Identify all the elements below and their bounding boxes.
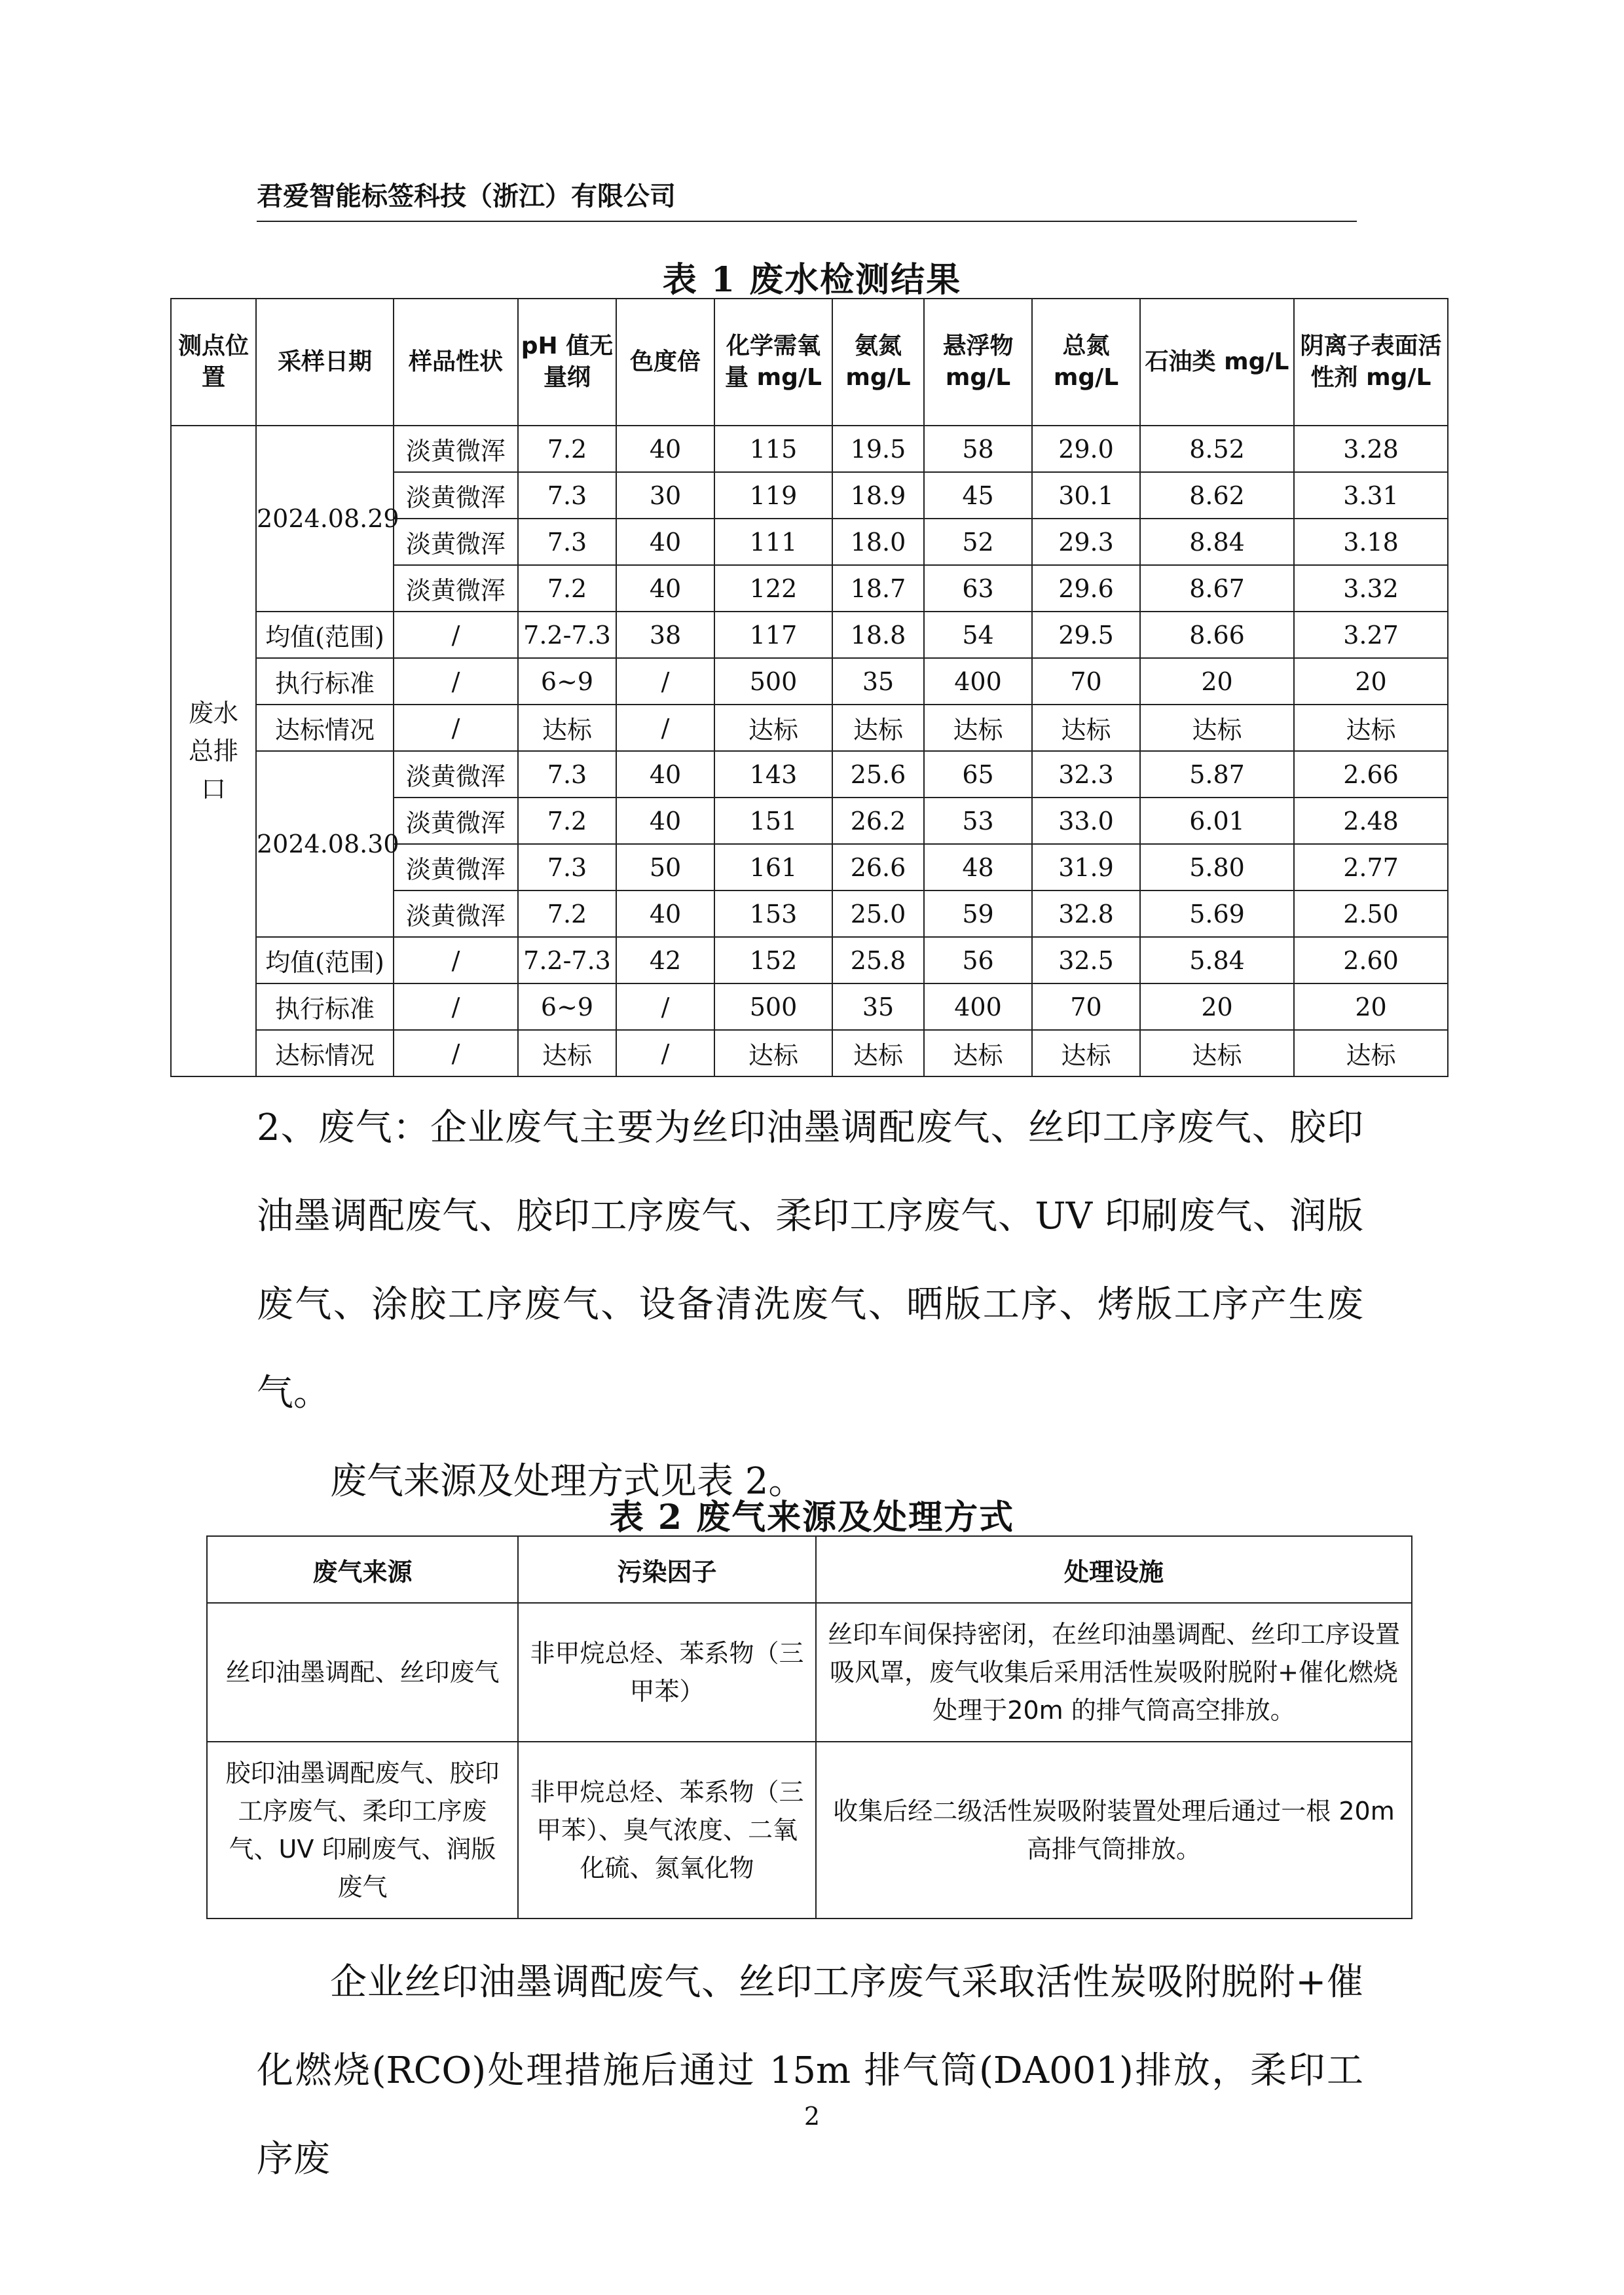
summary-cell: 6~9: [518, 983, 616, 1030]
summary-cell: /: [394, 612, 518, 658]
waste-gas-table: [206, 1535, 1412, 1919]
data-cell: 7.3: [518, 844, 616, 890]
data-cell: 59: [924, 890, 1032, 937]
location-cell: 废水总排口: [171, 426, 256, 1076]
summary-cell: 达标: [1294, 705, 1448, 751]
data-cell: 30: [616, 472, 714, 519]
summary-cell: /: [394, 705, 518, 751]
header-facility: 处理设施: [816, 1536, 1412, 1603]
summary-cell: 152: [714, 937, 832, 983]
summary-cell: /: [616, 983, 714, 1030]
data-cell: 153: [714, 890, 832, 937]
summary-cell: 达标: [832, 1030, 924, 1076]
data-cell: 122: [714, 565, 832, 612]
data-cell: 58: [924, 426, 1032, 472]
data-cell: 5.80: [1140, 844, 1294, 890]
header-location: 测点位置: [171, 299, 256, 426]
data-cell: 32.8: [1032, 890, 1140, 937]
data-cell: 2.48: [1294, 798, 1448, 844]
data-cell: 29.6: [1032, 565, 1140, 612]
summary-cell: 25.8: [832, 937, 924, 983]
data-cell: 19.5: [832, 426, 924, 472]
data-cell: 31.9: [1032, 844, 1140, 890]
summary-cell: 达标: [832, 705, 924, 751]
data-cell: 29.3: [1032, 519, 1140, 565]
data-cell: 52: [924, 519, 1032, 565]
paragraph-rco: 企业丝印油墨调配废气、丝印工序废气采取活性炭吸附脱附+催化燃烧(RCO)处理措施后通过 15m 排气筒(DA001)排放，柔印工序废: [257, 1961, 1363, 2180]
data-cell: 淡黄微浑: [394, 472, 518, 519]
data-cell: 151: [714, 798, 832, 844]
data-cell: 115: [714, 426, 832, 472]
header-color: 色度倍: [616, 299, 714, 426]
summary-row: [171, 1030, 1448, 1076]
summary-cell: 38: [616, 612, 714, 658]
data-cell: 淡黄微浑: [394, 751, 518, 798]
summary-cell: 达标: [518, 1030, 616, 1076]
data-cell: 33.0: [1032, 798, 1140, 844]
header-ammonia: 氨氮 mg/L: [832, 299, 924, 426]
summary-cell: 达标: [1032, 705, 1140, 751]
data-cell: 53: [924, 798, 1032, 844]
summary-cell: /: [616, 705, 714, 751]
header-pollutant: 污染因子: [518, 1536, 816, 1603]
summary-cell: 7.2-7.3: [518, 937, 616, 983]
data-cell: 40: [616, 519, 714, 565]
data-cell: 18.0: [832, 519, 924, 565]
data-cell: 2.50: [1294, 890, 1448, 937]
summary-cell: 20: [1140, 658, 1294, 705]
table2-header-row: [207, 1536, 1412, 1603]
pollutant-cell: 非甲烷总烃、苯系物（三甲苯）、臭气浓度、二氧化硫、氮氧化物: [518, 1742, 816, 1919]
summary-cell: 70: [1032, 983, 1140, 1030]
data-cell: 143: [714, 751, 832, 798]
summary-cell: /: [616, 658, 714, 705]
facility-cell: 丝印车间保持密闭，在丝印油墨调配、丝印工序设置吸风罩，废气收集后采用活性炭吸附脱附+催化燃烧处理于20m 的排气筒高空排放。: [816, 1603, 1412, 1742]
data-cell: 5.87: [1140, 751, 1294, 798]
data-cell: 18.7: [832, 565, 924, 612]
summary-row: [171, 937, 1448, 983]
data-cell: 111: [714, 519, 832, 565]
table1-caption: 表 1 废水检测结果: [662, 260, 962, 300]
wastewater-results-table: [170, 298, 1449, 1077]
data-cell: 淡黄微浑: [394, 426, 518, 472]
data-cell: 40: [616, 798, 714, 844]
summary-cell: 35: [832, 983, 924, 1030]
header-ph: pH 值无量纲: [518, 299, 616, 426]
table-row: [207, 1742, 1412, 1919]
data-cell: 161: [714, 844, 832, 890]
data-cell: 3.28: [1294, 426, 1448, 472]
summary-row: [171, 705, 1448, 751]
header-ss: 悬浮物 mg/L: [924, 299, 1032, 426]
data-cell: 2.77: [1294, 844, 1448, 890]
facility-cell: 收集后经二级活性炭吸附装置处理后通过一根 20m 高排气筒排放。: [816, 1742, 1412, 1919]
summary-cell: 20: [1294, 658, 1448, 705]
summary-cell: 20: [1140, 983, 1294, 1030]
summary-cell: 8.66: [1140, 612, 1294, 658]
data-cell: 18.9: [832, 472, 924, 519]
data-cell: 7.2: [518, 890, 616, 937]
company-header: 君爱智能标签科技（浙江）有限公司: [257, 175, 1357, 222]
data-cell: 40: [616, 890, 714, 937]
data-cell: 7.2: [518, 798, 616, 844]
summary-cell: 达标: [714, 1030, 832, 1076]
data-cell: 48: [924, 844, 1032, 890]
summary-cell: 2.60: [1294, 937, 1448, 983]
data-cell: 26.6: [832, 844, 924, 890]
data-cell: 3.31: [1294, 472, 1448, 519]
data-cell: 3.32: [1294, 565, 1448, 612]
data-cell: 50: [616, 844, 714, 890]
data-cell: 淡黄微浑: [394, 890, 518, 937]
data-cell: 32.3: [1032, 751, 1140, 798]
data-cell: 7.3: [518, 751, 616, 798]
summary-cell: 29.5: [1032, 612, 1140, 658]
summary-cell: 达标: [1294, 1030, 1448, 1076]
table1-header-row: [171, 299, 1448, 426]
date-cell: 2024.08.29: [256, 426, 394, 612]
data-cell: 25.6: [832, 751, 924, 798]
data-cell: 8.67: [1140, 565, 1294, 612]
summary-cell: 达标: [924, 1030, 1032, 1076]
data-cell: 6.01: [1140, 798, 1294, 844]
data-cell: 7.2: [518, 565, 616, 612]
summary-cell: /: [394, 658, 518, 705]
summary-cell: 70: [1032, 658, 1140, 705]
summary-row: [171, 658, 1448, 705]
summary-label-cell: 达标情况: [256, 1030, 394, 1076]
summary-cell: 7.2-7.3: [518, 612, 616, 658]
data-cell: 淡黄微浑: [394, 519, 518, 565]
summary-cell: 达标: [518, 705, 616, 751]
summary-row: [171, 612, 1448, 658]
data-cell: 26.2: [832, 798, 924, 844]
data-cell: 25.0: [832, 890, 924, 937]
data-cell: 7.3: [518, 472, 616, 519]
summary-cell: 达标: [714, 705, 832, 751]
header-las: 阴离子表面活性剂 mg/L: [1294, 299, 1448, 426]
summary-cell: 35: [832, 658, 924, 705]
summary-cell: 达标: [1032, 1030, 1140, 1076]
data-cell: 30.1: [1032, 472, 1140, 519]
data-cell: 29.0: [1032, 426, 1140, 472]
header-source: 废气来源: [207, 1536, 518, 1603]
summary-row: [171, 983, 1448, 1030]
paragraph-table2-ref: 废气来源及处理方式见表 2。: [330, 1460, 805, 1503]
data-cell: 8.52: [1140, 426, 1294, 472]
summary-cell: 500: [714, 983, 832, 1030]
table-row: [171, 426, 1448, 472]
summary-cell: 400: [924, 658, 1032, 705]
summary-cell: 400: [924, 983, 1032, 1030]
summary-label-cell: 执行标准: [256, 983, 394, 1030]
summary-label-cell: 执行标准: [256, 658, 394, 705]
data-cell: 7.2: [518, 426, 616, 472]
data-cell: 40: [616, 426, 714, 472]
table-row: [171, 751, 1448, 798]
header-tn: 总氮 mg/L: [1032, 299, 1140, 426]
data-cell: 40: [616, 565, 714, 612]
summary-cell: /: [616, 1030, 714, 1076]
summary-cell: 42: [616, 937, 714, 983]
summary-cell: 18.8: [832, 612, 924, 658]
summary-cell: 6~9: [518, 658, 616, 705]
summary-cell: 20: [1294, 983, 1448, 1030]
summary-cell: 达标: [924, 705, 1032, 751]
date-cell: 2024.08.30: [256, 751, 394, 937]
data-cell: 65: [924, 751, 1032, 798]
header-oil: 石油类 mg/L: [1140, 299, 1294, 426]
summary-cell: 117: [714, 612, 832, 658]
summary-cell: /: [394, 937, 518, 983]
data-cell: 5.69: [1140, 890, 1294, 937]
summary-cell: /: [394, 1030, 518, 1076]
data-cell: 63: [924, 565, 1032, 612]
summary-cell: 32.5: [1032, 937, 1140, 983]
summary-cell: 56: [924, 937, 1032, 983]
header-date: 采样日期: [256, 299, 394, 426]
data-cell: 40: [616, 751, 714, 798]
table-row: [207, 1603, 1412, 1742]
data-cell: 2.66: [1294, 751, 1448, 798]
source-cell: 丝印油墨调配、丝印废气: [207, 1603, 518, 1742]
header-sample: 样品性状: [394, 299, 518, 426]
data-cell: 淡黄微浑: [394, 565, 518, 612]
paragraph-waste-gas: 2、废气：企业废气主要为丝印油墨调配废气、丝印工序废气、胶印油墨调配废气、胶印工序废气、柔印工序废气、UV 印刷废气、润版废气、涂胶工序废气、设备清洗废气、晒版工序、烤版工序产生废气。: [257, 1107, 1363, 1414]
summary-cell: 达标: [1140, 705, 1294, 751]
data-cell: 淡黄微浑: [394, 844, 518, 890]
source-cell: 胶印油墨调配废气、胶印工序废气、柔印工序废气、UV 印刷废气、润版废气: [207, 1742, 518, 1919]
data-cell: 8.84: [1140, 519, 1294, 565]
summary-cell: 54: [924, 612, 1032, 658]
summary-cell: 3.27: [1294, 612, 1448, 658]
summary-cell: /: [394, 983, 518, 1030]
data-cell: 119: [714, 472, 832, 519]
page-number: 2: [803, 2102, 821, 2131]
table2-caption: 表 2 废气来源及处理方式: [609, 1497, 1015, 1537]
summary-label-cell: 达标情况: [256, 705, 394, 751]
summary-label-cell: 均值(范围): [256, 937, 394, 983]
summary-cell: 500: [714, 658, 832, 705]
data-cell: 淡黄微浑: [394, 798, 518, 844]
data-cell: 3.18: [1294, 519, 1448, 565]
summary-cell: 达标: [1140, 1030, 1294, 1076]
summary-label-cell: 均值(范围): [256, 612, 394, 658]
data-cell: 7.3: [518, 519, 616, 565]
summary-cell: 5.84: [1140, 937, 1294, 983]
data-cell: 8.62: [1140, 472, 1294, 519]
data-cell: 45: [924, 472, 1032, 519]
header-cod: 化学需氧量 mg/L: [714, 299, 832, 426]
pollutant-cell: 非甲烷总烃、苯系物（三甲苯）: [518, 1603, 816, 1742]
